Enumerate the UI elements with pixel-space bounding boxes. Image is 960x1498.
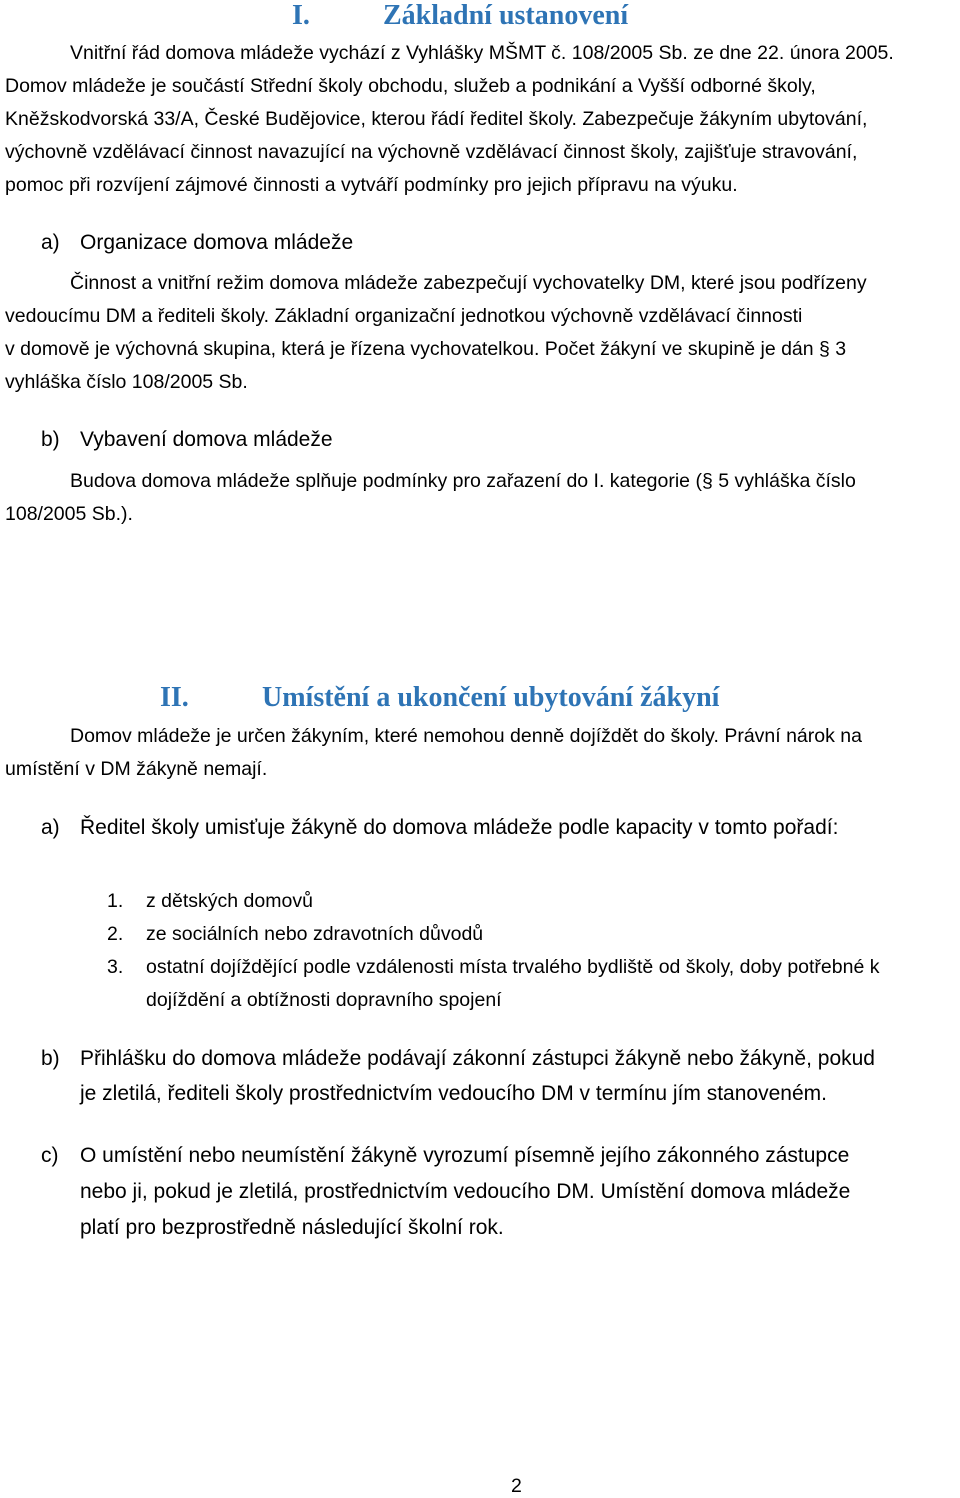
list-item-text: dojíždění a obtížnosti dopravního spojení [146, 989, 502, 1011]
page-number: 2 [511, 1475, 522, 1497]
subsection-b-line: 108/2005 Sb.). [5, 503, 133, 525]
subsection-a-title: Organizace domova mládeže [80, 231, 354, 254]
section-2-intro-line: umístění v DM žákyně nemají. [5, 758, 268, 780]
section-1-number: I. [292, 0, 310, 31]
subsection-a-line: Činnost a vnitřní režim domova mládeže zabezpečují vychovatelky DM, které jsou podřízeny [70, 272, 867, 294]
subsection-a-marker: a) [41, 231, 60, 254]
item-c-line: O umístění nebo neumístění žákyně vyrozumí písemně jejího zákonného zástupce [80, 1144, 850, 1167]
subsection-b-line: Budova domova mládeže splňuje podmínky pro zařazení do I. kategorie (§ 5 vyhláška číslo [70, 470, 856, 492]
list-item-text: z dětských domovů [146, 890, 313, 912]
section-2-title: Umístění a ukončení ubytování žákyní [262, 682, 720, 713]
subsection-b-title: Vybavení domova mládeže [80, 428, 333, 451]
section-2-intro-line: Domov mládeže je určen žákyním, které nemohou denně dojíždět do školy. Právní nárok na [70, 725, 862, 747]
subsection-a-line: vedoucímu DM a řediteli školy. Základní organizační jednotkou výchovně vzdělávací činnosti [5, 305, 803, 327]
section-1-intro-line: Domov mládeže je součástí Střední školy obchodu, služeb a podnikání a Vyšší odborné školy, [5, 75, 816, 97]
section-1-intro-line: výchovně vzdělávací činnost navazující na výchovně vzdělávací činnost školy, zajišťuje stravování, [5, 141, 858, 163]
item-c-line: nebo ji, pokud je zletilá, prostřednictvím vedoucího DM. Umístění domova mládeže [80, 1180, 851, 1203]
list-item-number: 1. [107, 890, 124, 912]
subsection-b-marker: b) [41, 428, 60, 451]
section-2-number: II. [160, 682, 189, 713]
item-c-line: platí pro bezprostředně následující školní rok. [80, 1216, 504, 1239]
item-a-marker: a) [41, 816, 60, 839]
item-b-marker: b) [41, 1047, 60, 1070]
section-1-title: Základní ustanovení [383, 0, 629, 31]
subsection-a-line: v domově je výchovná skupina, která je řízena vychovatelkou. Počet žákyní ve skupině je dán § 3 [5, 338, 847, 360]
list-item-text: ostatní dojíždějící podle vzdálenosti místa trvalého bydliště od školy, doby potřebné k [146, 956, 880, 978]
section-1-intro-line: pomoc při rozvíjení zájmové činnosti a vytváří podmínky pro jejich přípravu na výuku. [5, 174, 738, 196]
list-item-number: 2. [107, 923, 124, 945]
item-c-marker: c) [41, 1144, 59, 1167]
subsection-a-line: vyhláška číslo 108/2005 Sb. [5, 371, 248, 393]
item-b-line: Přihlášku do domova mládeže podávají zákonní zástupci žákyně nebo žákyně, pokud [80, 1047, 875, 1070]
section-1-intro-line: Kněžskodvorská 33/A, České Budějovice, kterou řádí ředitel školy. Zabezpečuje žákyním ubytování, [5, 108, 868, 130]
item-b-line: je zletilá, řediteli školy prostřednictvím vedoucího DM v termínu jím stanoveném. [80, 1082, 827, 1105]
section-1-intro-line: Vnitřní řád domova mládeže vychází z Vyhlášky MŠMT č. 108/2005 Sb. ze dne 22. února 2005. [70, 42, 894, 64]
item-a-text: Ředitel školy umisťuje žákyně do domova mládeže podle kapacity v tomto pořadí: [80, 816, 839, 839]
list-item-number: 3. [107, 956, 124, 978]
list-item-text: ze sociálních nebo zdravotních důvodů [146, 923, 484, 945]
